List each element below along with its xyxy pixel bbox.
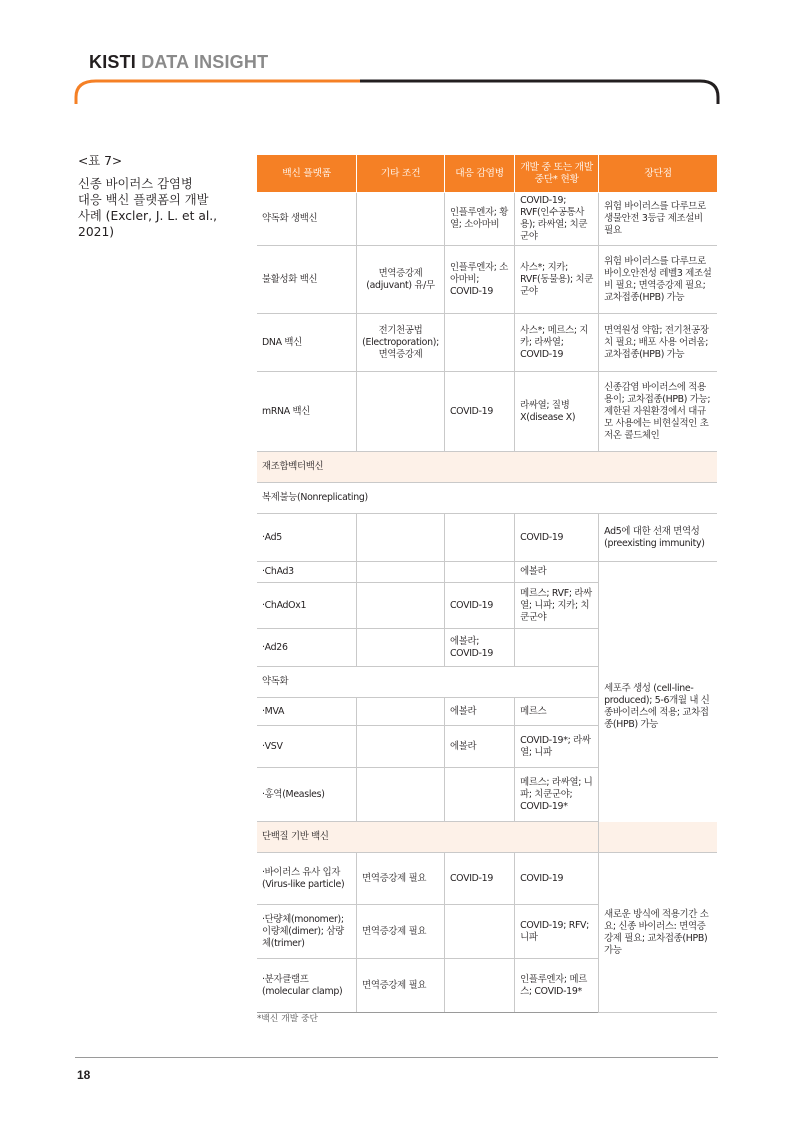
header-cell: 기타 조건 [357, 155, 445, 193]
disease-cell: COVID-19 [444, 583, 514, 629]
table-row [257, 562, 717, 583]
caption-line: 신종 바이러스 감염병 [78, 177, 193, 191]
header-cell: 장단점 [599, 155, 717, 193]
pros-cons-cell: 새로운 방식에 적용기간 소요; 신종 바이러스: 면역증강제 필요; 교차접종(HPB) 가능 [599, 853, 717, 1013]
status-cell: COVID-19; RFV; 니파 [515, 905, 599, 959]
table-row [257, 314, 717, 372]
table-row [257, 193, 717, 246]
section-name: DATA INSIGHT [141, 52, 269, 72]
status-cell: 메르스; RVF; 라싸열; 니파; 지카; 치쿤군야 [515, 583, 599, 629]
brand-name: KISTI [89, 52, 137, 72]
other-cell: 면역증강제 필요 [357, 905, 445, 959]
header-cell: 개발 중 또는 개발중단* 현황 [515, 155, 599, 193]
table-row [257, 246, 717, 314]
platform-cell: ·분자클램프 (molecular clamp) [257, 959, 357, 1013]
platform-cell: ·Ad5 [257, 514, 357, 562]
pros-cons-cell: 세포주 생성 (cell-line-produced); 5-6개월 내 신종바이러스에 적용; 교차접종(HPB) 가능 [599, 562, 717, 853]
table-row [257, 372, 717, 452]
platform-cell: mRNA 백신 [257, 372, 357, 452]
header-title [89, 52, 268, 73]
table-number: <표 7> [78, 154, 123, 168]
disease-cell [444, 562, 514, 583]
status-cell: 라싸열; 질병 X(disease X) [515, 372, 599, 452]
page-number: 18 [77, 1068, 91, 1082]
status-cell: 사스*; 메르스; 지카; 라싸열; COVID-19 [515, 314, 599, 372]
caption-line: 2021) [78, 225, 115, 239]
other-cell [357, 583, 445, 629]
platform-cell: ·ChAd3 [257, 562, 357, 583]
disease-cell [444, 514, 514, 562]
other-cell [357, 562, 445, 583]
platform-cell: ·단량체(monomer); 이량체(dimer); 삼량체(trimer) [257, 905, 357, 959]
other-cell [357, 629, 445, 667]
disease-cell: 인플루엔자; 황열; 소아마비 [444, 193, 514, 246]
disease-cell: 에볼라; COVID-19 [444, 629, 514, 667]
disease-cell: 에볼라 [444, 726, 514, 768]
vaccine-platform-table [257, 155, 717, 1013]
other-cell [357, 698, 445, 726]
disease-cell: COVID-19 [444, 372, 514, 452]
table-footnote: *백신 개발 중단 [257, 1014, 318, 1024]
platform-cell: 불활성화 백신 [257, 246, 357, 314]
other-cell: 면역증강제 필요 [357, 853, 445, 905]
disease-cell [444, 768, 514, 822]
disease-cell [444, 905, 514, 959]
status-cell: 인플루엔자; 메르스; COVID-19* [515, 959, 599, 1013]
table-caption [78, 153, 238, 240]
pros-cons-cell: Ad5에 대한 선재 면역성(preexisting immunity) [599, 514, 717, 562]
other-cell: 면역증강제 필요 [357, 959, 445, 1013]
status-cell: 메르스 [515, 698, 599, 726]
status-cell: 메르스; 라싸열; 니파; 치쿤군야; COVID-19* [515, 768, 599, 822]
platform-cell: ·Ad26 [257, 629, 357, 667]
status-cell: COVID-19 [515, 514, 599, 562]
header-cell: 대응 감염병 [444, 155, 514, 193]
other-cell [357, 193, 445, 246]
table-row [257, 853, 717, 905]
platform-cell: ·바이러스 유사 입자(Virus-like particle) [257, 853, 357, 905]
status-cell [515, 629, 599, 667]
header-cell: 백신 플랫폼 [257, 155, 357, 193]
platform-cell: 약독화 생백신 [257, 193, 357, 246]
section-label: 재조합벡터백신 [257, 452, 717, 483]
caption-line: 대응 백신 플랫폼의 개발 [78, 193, 209, 207]
status-cell: COVID-19; RVF(인수공통사용); 라싸열; 치쿤군야 [515, 193, 599, 246]
status-cell: COVID-19*; 라싸열; 니파 [515, 726, 599, 768]
platform-cell: ·홍역(Measles) [257, 768, 357, 822]
disease-cell: 인플루엔자; 소아마비; COVID-19 [444, 246, 514, 314]
section-row [257, 452, 717, 483]
other-cell [357, 372, 445, 452]
section-row [257, 822, 717, 853]
pros-cons-cell: 위험 바이러스를 다루므로 바이오안전성 레벨3 제조설비 필요; 면역증강제 필요; 교차접종(HPB) 가능 [599, 246, 717, 314]
disease-cell [444, 959, 514, 1013]
table-row [257, 514, 717, 562]
other-cell: 전기천공법 (Electroporation); 면역증강제 [357, 314, 445, 372]
other-cell [357, 726, 445, 768]
pros-cons-cell: 신종감염 바이러스에 적용 용이; 교차접종(HPB) 가능; 제한된 자원환경에서 대규모 사용에는 비현실적인 초저온 콜드체인 [599, 372, 717, 452]
platform-cell: ·ChAdOx1 [257, 583, 357, 629]
pros-cons-cell: 위험 바이러스를 다루므로 생물안전 3등급 제조설비 필요 [599, 193, 717, 246]
footer-rule [75, 1057, 718, 1058]
table-header-row [257, 155, 717, 193]
disease-cell [444, 314, 514, 372]
section-label: 단백질 기반 백신 [257, 822, 717, 853]
status-cell: 에볼라 [515, 562, 599, 583]
platform-cell: ·VSV [257, 726, 357, 768]
status-cell: 사스*; 지카; RVF(동물용); 치쿤군야 [515, 246, 599, 314]
platform-cell: DNA 백신 [257, 314, 357, 372]
subsection-row [257, 483, 717, 514]
subsection-label: 약독화 [257, 667, 599, 698]
other-cell [357, 514, 445, 562]
disease-cell: 에볼라 [444, 698, 514, 726]
pros-cons-cell: 면역원성 약함; 전기천공장치 필요; 배포 사용 어려움; 교차접종(HPB) 가능 [599, 314, 717, 372]
other-cell: 면역증강제 (adjuvant) 유/무 [357, 246, 445, 314]
subsection-label: 복제불능(Nonreplicating) [257, 483, 717, 514]
status-cell: COVID-19 [515, 853, 599, 905]
caption-line: 사례 (Excler, J. L. et al., [78, 209, 218, 223]
platform-cell: ·MVA [257, 698, 357, 726]
other-cell [357, 768, 445, 822]
disease-cell: COVID-19 [444, 853, 514, 905]
